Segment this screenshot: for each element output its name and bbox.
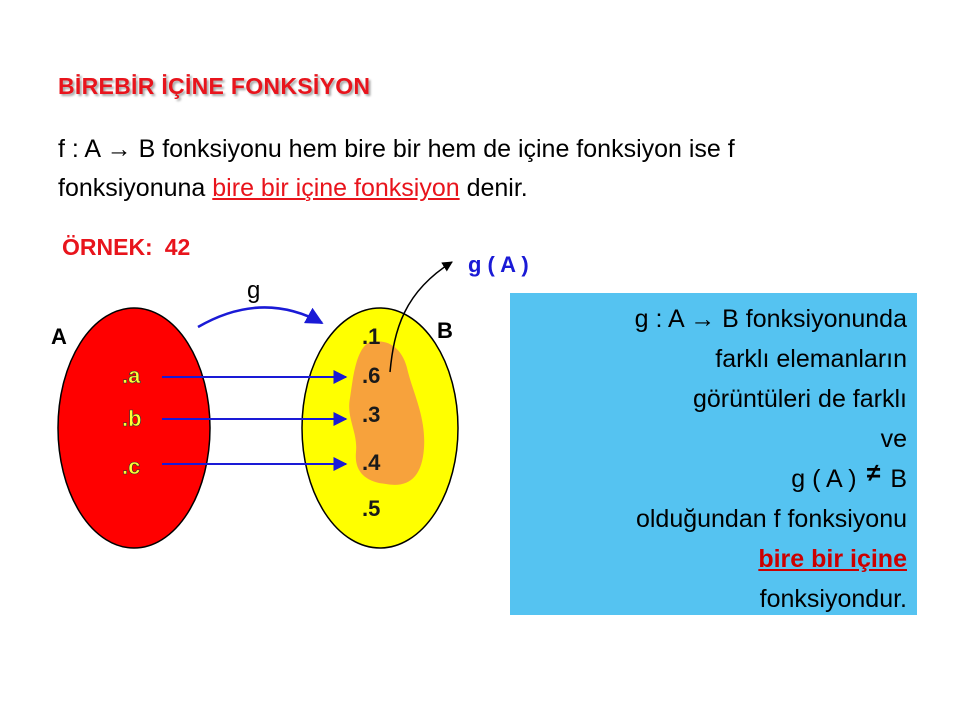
definition-highlight: bire bir içine fonksiyon (212, 174, 460, 202)
set-b-element: .6 (362, 363, 381, 388)
set-a-label: A (51, 324, 67, 349)
explanation-line: g : A → B fonksiyonunda (634, 305, 907, 333)
explanation-inequality (520, 459, 907, 499)
explanation-line: farklı elemanların (715, 345, 907, 373)
set-a-element: .a (122, 363, 141, 388)
set-b-label: B (437, 318, 453, 343)
page-title: BİREBİR İÇİNE FONKSİYON (58, 73, 371, 99)
definition-line-2-end: denir. (459, 174, 528, 202)
inequality-left: g ( A ) (791, 465, 857, 493)
example-label: ÖRNEK: (62, 234, 153, 260)
set-a-element: .c (122, 454, 141, 479)
set-b-element: .1 (362, 324, 381, 349)
explanation-box (510, 293, 917, 615)
definition-line-1: f : A → B fonksiyonu hem bire bir hem de içine fonksiyon ise f (58, 135, 735, 163)
set-a-element: .b (122, 406, 142, 431)
explanation-line: ve (880, 425, 907, 453)
explanation-highlight (520, 539, 907, 579)
not-equal-symbol: ≠ (866, 459, 881, 487)
inequality-right: B (890, 465, 907, 493)
explanation-line: fonksiyondur. (759, 585, 907, 613)
function-arrow-g (198, 307, 322, 327)
image-label: g ( A ) (468, 252, 529, 277)
conclusion-highlight: bire bir içine (758, 545, 907, 573)
set-b-element: .4 (362, 450, 381, 475)
set-b-element: .3 (362, 402, 381, 427)
explanation-line: olduğundan f fonksiyonu (635, 505, 907, 533)
explanation-line: görüntüleri de farklı (692, 385, 907, 413)
example-number: 42 (164, 234, 191, 260)
definition-line-2-start: fonksiyonuna (58, 174, 213, 202)
set-b-element: .5 (362, 496, 381, 521)
map-label: g (247, 277, 261, 304)
